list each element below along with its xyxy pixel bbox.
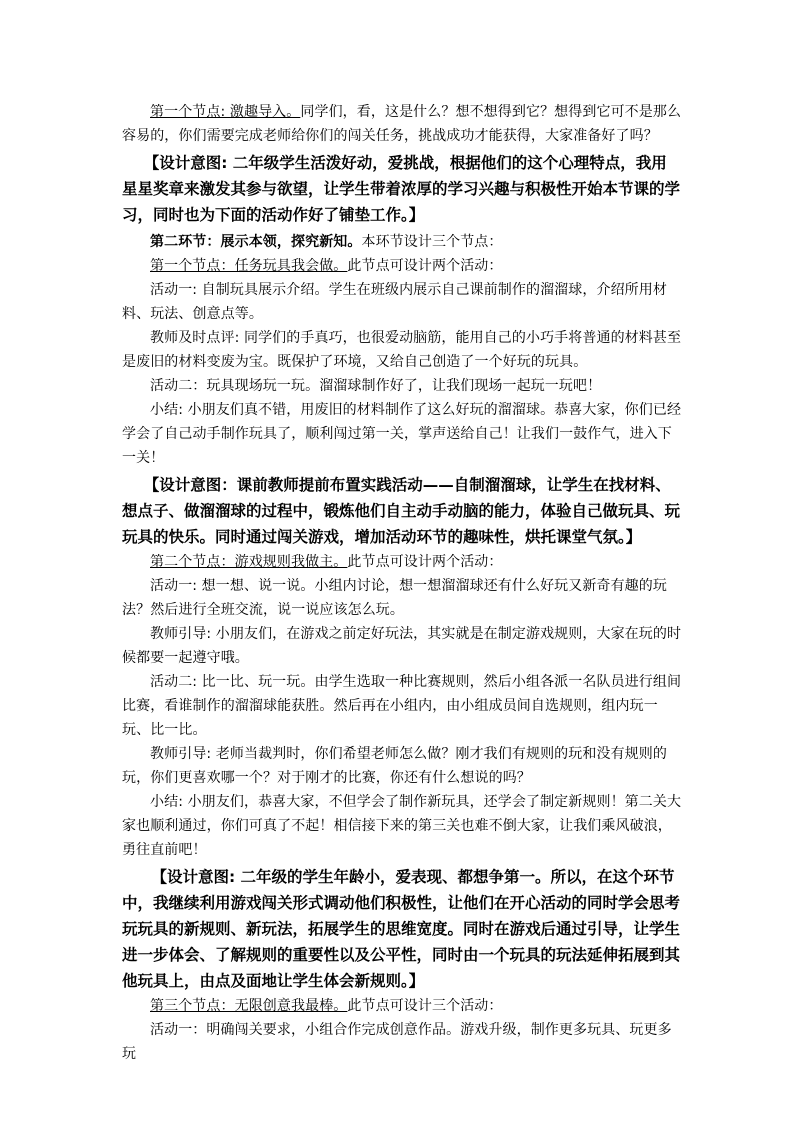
node-2-2-label: 第二个节点：游戏规则我做主。 xyxy=(150,554,348,570)
paragraph-node-2-3 xyxy=(122,994,682,1018)
paragraph-node-2-2 xyxy=(122,550,682,574)
paragraph-teacher-guide-2: 教师引导: 老师当裁判时，你们希望老师怎么做？刚才我们有规则的玩和没有规则的玩，你们更喜欢哪一个？对于刚才的比赛，你还有什么想说的吗？ xyxy=(122,746,667,786)
paragraph-activity-compete: 活动二: 比一比、玩一玩。由学生选取一种比赛规则，然后小组各派一名队员进行组间比赛，看谁制作的溜溜球能获胜。然后再在小组内，由小组成员间自选规则，组内玩一玩、比一比。 xyxy=(122,674,682,738)
document-page xyxy=(122,100,682,1066)
design-intent-1: 【设计意图: 二年级学生活泼好动，爱挑战，根据他们的这个心理特点，我用星星奖章来激发其参与欲望，让学生带着浓厚的学习兴趣与积极性开始本节课的学习，同时也为下面的活动作好了铺垫工作。】 xyxy=(122,154,681,224)
section-2-label: 第二环节：展示本领，探究新知。 xyxy=(150,234,362,250)
paragraph-section-2 xyxy=(122,230,682,254)
paragraph-activity-think: 活动一: 想一想、说一说。小组内讨论，想一想溜溜球还有什么好玩又新奇有趣的玩法？然后进行全班交流，说一说应该怎么玩。 xyxy=(122,578,667,618)
node-1-text: 同学们，看，这是什么？想不想得到它？想得到它可不是那么容易的，你们需要完成老师给你们的闯关任务，挑战成功才能获得，大家准备好了吗？ xyxy=(122,104,682,144)
node-1-label: 第一个节点: 激趣导入。 xyxy=(150,104,301,120)
design-intent-3: 【设计意图: 二年级的学生年龄小，爱表现、都想争第一。所以，在这个环节中，我继续利用游戏闯关形式调动他们积极性，让他们在开心活动的同时学会思考玩玩具的新规则、新玩法，拓展学生的思维宽度。同时在游戏后通过引导，让学生进一步体会、了解规则的重要性以及公平性，同时由一个玩具的玩法延伸拓展到其他玩具上，由点及面地让学生体会新规则。】 xyxy=(122,868,681,990)
paragraph-summary-1: 小结: 小朋友们真不错，用废旧的材料制作了这么好玩的溜溜球。恭喜大家，你们已经学会了自己动手制作玩具了，顺利闯过第一关，掌声送给自己！让我们一鼓作气，进入下一关！ xyxy=(122,402,682,466)
design-intent-2: 【设计意图：课前教师提前布置实践活动——自制溜溜球，让学生在找材料、想点子、做溜溜球的过程中，锻炼他们自主动手动脑的能力，体验自己做玩具、玩玩具的快乐。同时通过闯关游戏，增加活动环节的趣味性，烘托课堂气氛。】 xyxy=(122,476,681,546)
node-2-2-text: 此节点可设计两个活动： xyxy=(347,554,503,570)
paragraph-teacher-comment: 教师及时点评: 同学们的手真巧，也很爱动脑筋，能用自己的小巧手将普通的材料甚至是废旧的材料变废为宝。既保护了环境，又给自己创造了一个好玩的玩具。 xyxy=(122,330,682,370)
node-2-3-text: 此节点可设计三个活动： xyxy=(347,998,503,1014)
section-2-text: 本环节设计三个节点： xyxy=(361,234,503,250)
paragraph-teacher-guide-1: 教师引导: 小朋友们，在游戏之前定好玩法，其实就是在制定游戏规则，大家在玩的时候都要一起遵守哦。 xyxy=(122,626,682,666)
paragraph-node-2-1 xyxy=(122,254,682,278)
paragraph-summary-2: 小结: 小朋友们，恭喜大家，不但学会了制作新玩具，还学会了制定新规则！第二关大家也顺利通过，你们可真了不起！相信接下来的第三关也难不倒大家，让我们乘风破浪，勇往直前吧！ xyxy=(122,794,682,858)
paragraph-activity-1: 活动一: 自制玩具展示介绍。学生在班级内展示自己课前制作的溜溜球，介绍所用材料、玩法、创意点等。 xyxy=(122,282,667,322)
node-2-1-text: 此节点可设计两个活动： xyxy=(347,258,503,274)
paragraph-activity-2: 活动二：玩具现场玩一玩。溜溜球制作好了，让我们现场一起玩一玩吧！ xyxy=(150,378,602,394)
paragraph-activity-creative: 活动一：明确闯关要求，小组合作完成创意作品。游戏升级，制作更多玩具、玩更多玩 xyxy=(122,1022,672,1062)
node-2-3-label: 第三个节点：无限创意我最棒。 xyxy=(150,998,348,1014)
paragraph-node-1 xyxy=(122,100,682,148)
node-2-1-label: 第一个节点：任务玩具我会做。 xyxy=(150,258,348,274)
